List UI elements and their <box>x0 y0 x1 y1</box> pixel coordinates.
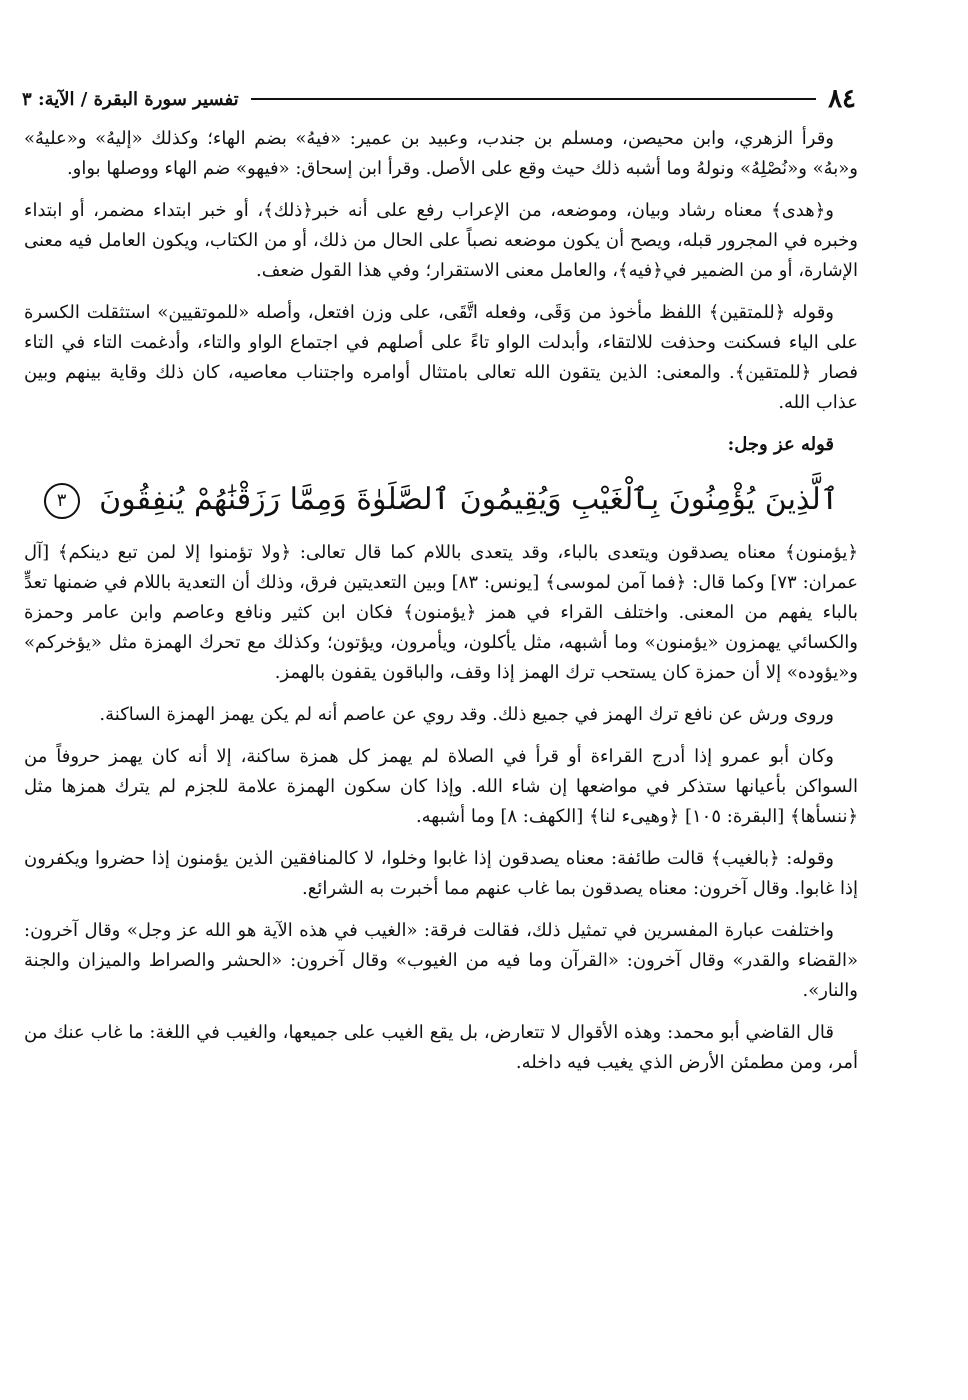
paragraph: ﴿يؤمنون﴾ معناه يصدقون ويتعدى بالباء، وقد يتعدى باللام كما قال تعالى: ﴿ولا تؤمنوا إلا لمن تبع دينكم﴾ [آل عمران: ٧٣] وكما قال: ﴿فما آمن لموسى﴾ [يونس: ٨٣] وبين التعديتين فرق، وذلك أن التعدية باللام في ضمنها تعدٍّ بالباء يفهم من المعنى. واختلف القراء في همز ﴿يؤمنون﴾ فكان ابن كثير ونافع وعاصم وابن عامر وحمزة والكسائي يهمزون «يؤمنون» وما أشبهه، مثل يأكلون، ويأمرون، ويؤتون؛ وكذلك مع تحرك الهمزة مثل «يؤخركم» و«يؤوده» إلا أن حمزة كان يستحب ترك الهمز إذا وقف، والباقون يقفون بالهمز. <box>24 542 858 683</box>
paragraph: وكان أبو عمرو إذا أدرج القراءة أو قرأ في الصلاة لم يهمز كل همزة ساكنة، إلا أنه كان يهمز حروفاً من السواكن بأعيانها ستذكر في مواضعها إن شاء الله. وإذا كان سكون الهمزة علامة للجزم لم يترك همزها مثل ﴿ننسأها﴾ [البقرة: ١٠٥] ﴿وهيىء لنا﴾ [الكهف: ٨] وما أشبهه. <box>24 746 858 827</box>
paragraph: و﴿هدى﴾ معناه رشاد وبيان، وموضعه، من الإعراب رفع على أنه خبر﴿ذلك﴾، أو خبر ابتداء مضمر، أو ابتداء وخبره في المجرور قبله، ويصح أن يكون موضعه نصباً على الحال من ذلك، أو من الكتاب، ويكون العامل فيه معنى الإشارة، أو من الضمير في﴿فيه﴾، والعامل معنى الاستقرار؛ وفي هذا القول ضعف. <box>24 200 858 281</box>
page-header <box>22 82 856 116</box>
paragraph: وقوله: ﴿بالغيب﴾ قالت طائفة: معناه يصدقون إذا غابوا وخلوا، لا كالمنافقين الذين يؤمنون إذا حضروا ويكفرون إذا غابوا. وقال آخرون: معناه يصدقون بما غاب عنهم مما أخبرت به الشرائع. <box>24 848 858 899</box>
paragraph: قال القاضي أبو محمد: وهذه الأقوال لا تتعارض، بل يقع الغيب على جميعها، والغيب في اللغة: ما غاب عنك من أمر، ومن مطمئن الأرض الذي يغيب فيه داخله. <box>24 1022 858 1073</box>
verse-text: ٱلَّذِينَ يُؤْمِنُونَ بِٱلْغَيْبِ وَيُقِيمُونَ ٱلصَّلَوٰةَ وَمِمَّا رَزَقْنَٰهُمْ يُنفِقُونَ <box>99 482 839 517</box>
header-rule <box>251 98 816 100</box>
paragraph: وقوله ﴿للمتقين﴾ اللفظ مأخوذ من وَقَى، وفعله اتَّقَى، على وزن افتعل، وأصله «للموتقيين» استثقلت الكسرة على الياء فسكنت وحذفت للالتقاء، وأبدلت الواو تاءً على أصلهم في اجتماع الواو والتاء، وأدغمت التاء في التاء فصار ﴿للمتقين﴾. والمعنى: الذين يتقون الله تعالى بامتثال أوامره واجتناب معاصيه، كان ذلك وقاية بينهم وبين عذاب الله. <box>24 302 858 413</box>
verse-intro: قوله عز وجل: <box>727 434 834 455</box>
paragraph: واختلفت عبارة المفسرين في تمثيل ذلك، فقالت فرقة: «الغيب في هذه الآية هو الله عز وجل» وقال آخرون: «القضاء والقدر» وقال آخرون: «القرآن وما فيه من الغيوب» وقال آخرون: «الحشر والصراط والميزان والجنة والنار». <box>24 920 858 1001</box>
paragraph: وقرأ الزهري، وابن محيصن، ومسلم بن جندب، وعبيد بن عمير: «فيهُ» بضم الهاء؛ وكذلك «إليهُ» و«عليهُ» و«بهُ» و«نُصْلِهُ» ونولهُ وما أشبه ذلك حيث وقع على الأصل. وقرأ ابن إسحاق: «فيهو» ضم الهاء ووصلها بواو. <box>24 128 858 179</box>
page-body <box>24 124 858 1090</box>
paragraph: وروى ورش عن نافع ترك الهمز في جميع ذلك. وقد روي عن عاصم أنه لم يكن يهمز الهمزة الساكنة. <box>99 704 834 725</box>
verse-number: ٣ <box>44 483 80 519</box>
running-title: تفسير سورة البقرة / الآية: ٣ <box>22 88 239 110</box>
quran-verse <box>24 472 858 528</box>
page-number: ٨٤ <box>828 84 856 114</box>
